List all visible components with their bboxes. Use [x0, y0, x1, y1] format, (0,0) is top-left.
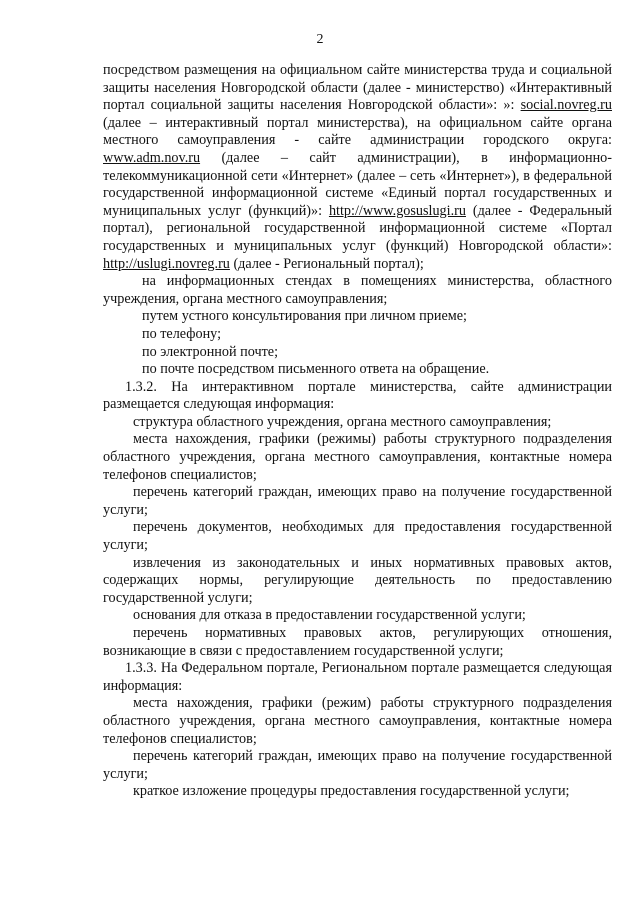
intro-paragraph: [103, 62, 612, 273]
intro-text: (далее – сайт администрации), в информационно-телекоммуникационной сети «Интернет» (далее – сеть «Интернет»), в федеральной государственной информационной системе «Единый портал государственных и муниципальных услуг (функций)»:: [103, 149, 612, 219]
link-adm-nov[interactable]: www.adm.nov.ru: [103, 149, 201, 166]
section-heading-1-3-2: 1.3.2. На интерактивном портале министерства, сайте администрации размещается следующая информация:: [103, 378, 612, 413]
section-item: структура областного учреждения, органа местного самоуправления;: [133, 413, 552, 430]
section-item: основания для отказа в предоставлении государственной услуги;: [133, 607, 526, 624]
section-item: места нахождения, графики (режимы) работы структурного подразделения областного учреждения, органа местного самоуправления, контактные номера телефонов специалистов;: [103, 431, 612, 483]
section-item: перечень категорий граждан, имеющих право на получение государственной услуги;: [103, 748, 612, 782]
method-item: по телефону;: [142, 325, 222, 342]
intro-text: (далее - Федеральный портал), региональной государственной информационной системе «Портал государственных и муниципальных услуг (функций) Новгородской области»:: [103, 202, 612, 254]
intro-text: (далее - Региональный портал);: [229, 255, 424, 272]
section-item: места нахождения, графики (режим) работы структурного подразделения областного учреждения, органа местного самоуправления, контактные номера телефонов специалистов;: [103, 695, 612, 747]
method-item: по почте посредством письменного ответа на обращение.: [142, 361, 490, 378]
intro-text: (далее – интерактивный портал министерства), на официальном сайте органа местного самоуправления - сайте администрации городского округа:: [103, 114, 612, 149]
section-item: краткое изложение процедуры предоставления государственной услуги;: [133, 783, 570, 800]
intro-text: посредством размещения на официальном сайте министерства труда и социальной защиты населения Новгородской области (далее - министерство) «Интерактивный портал социальной защиты населения Новгородской области»: »:: [103, 62, 612, 114]
method-item: путем устного консультирования при личном приеме;: [142, 308, 467, 325]
section-item: перечень документов, необходимых для предоставления государственной услуги;: [103, 519, 612, 554]
method-item: по электронной почте;: [142, 343, 279, 360]
section-item: извлечения из законодательных и иных нормативных правовых актов, содержащих нормы, регулирующие деятельность по предоставлению государственной услуги;: [103, 554, 612, 606]
section-heading-1-3-3: 1.3.3. На Федеральном портале, Региональном портале размещается следующая информация:: [103, 660, 612, 694]
page-number: 2: [316, 32, 324, 47]
section-item: перечень нормативных правовых актов, регулирующих отношения, возникающие в связи с предоставлением государственной услуги;: [103, 625, 612, 659]
method-item: на информационных стендах в помещениях министерства, областного учреждения, органа местного самоуправления;: [103, 273, 612, 307]
document-body: [103, 62, 612, 801]
link-social-novreg[interactable]: social.novreg.ru: [520, 97, 612, 114]
link-gosuslugi[interactable]: http://www.gosuslugi.ru: [328, 202, 466, 219]
section-item: перечень категорий граждан, имеющих право на получение государственной услуги;: [103, 484, 612, 518]
link-uslugi-novreg[interactable]: http://uslugi.novreg.ru: [103, 255, 230, 272]
